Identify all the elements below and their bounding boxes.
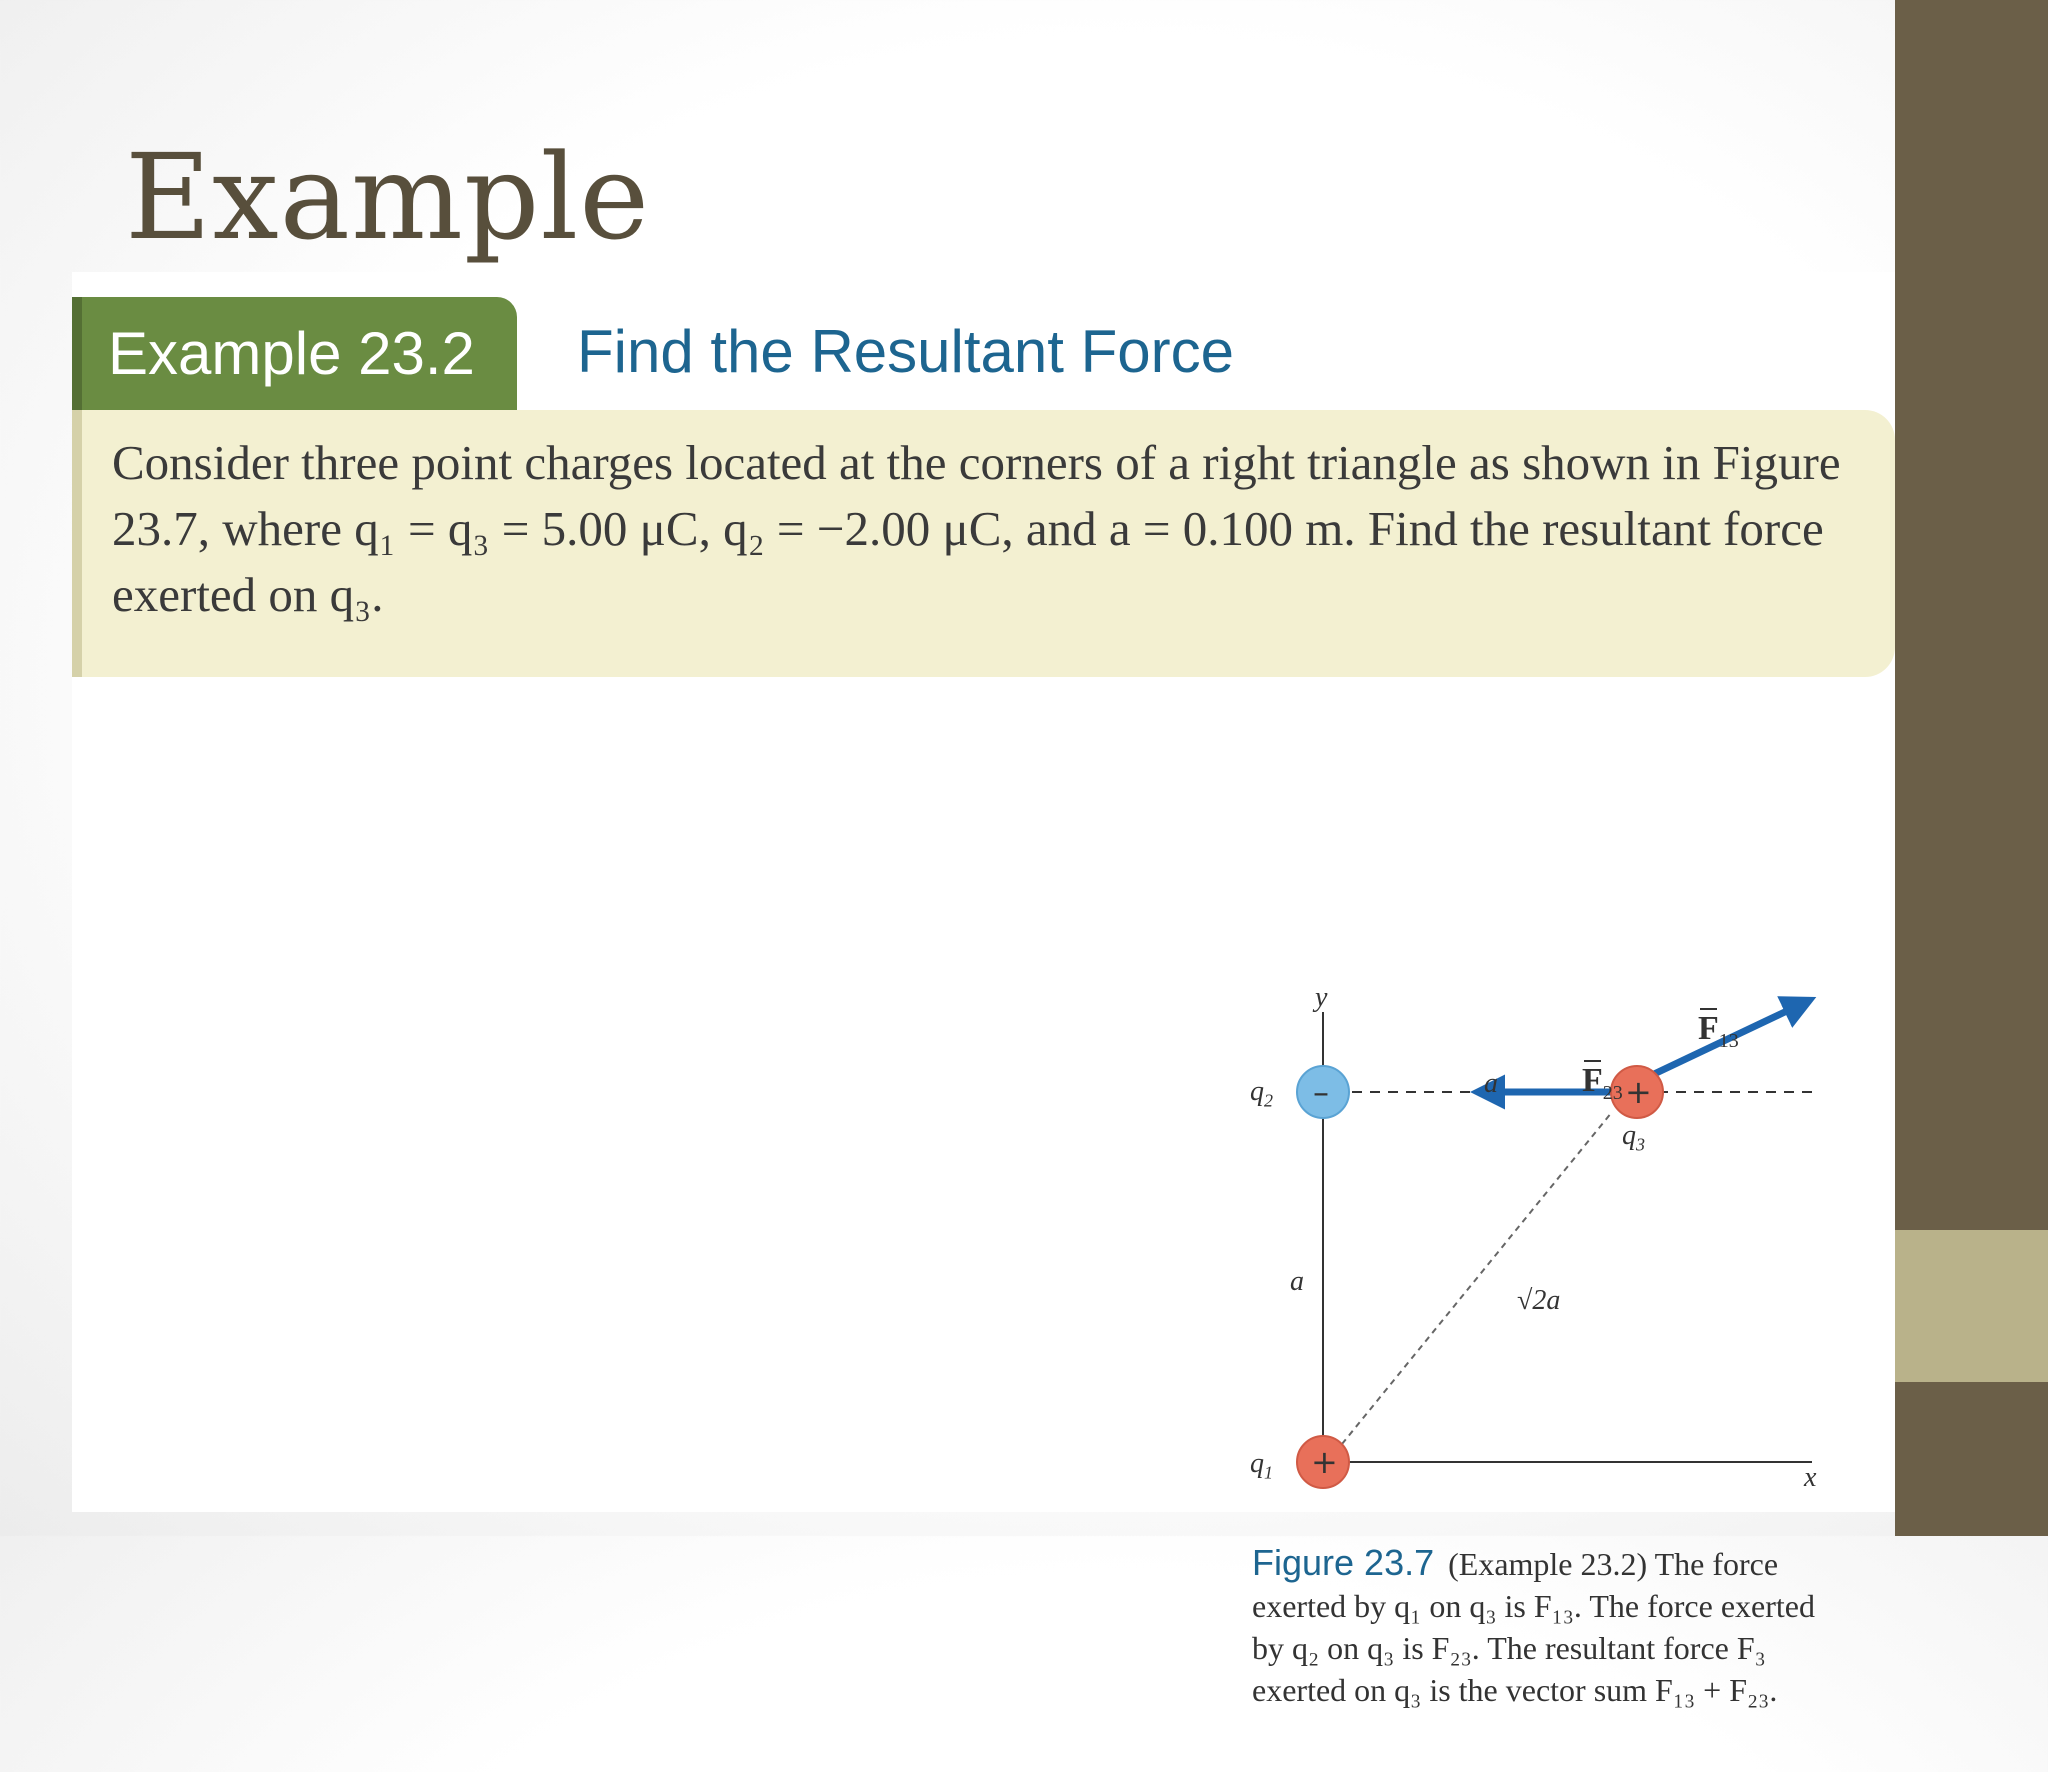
side-a-top-label: a bbox=[1484, 1068, 1498, 1099]
f13-label: $F_{13}$ bbox=[1698, 1010, 1739, 1052]
f23-label: $F_{23}$ bbox=[1582, 1062, 1623, 1104]
caption-text: (Example 23.2) The force exerted by q₁ on q₃ is F₁₃. The force exerted by q₂ on q₃ is F₂₃. The resultant force F₃ exerted on q₃ is the vector sum F₁₃ + F₂₃. bbox=[1252, 1546, 1815, 1708]
x-axis-label: x bbox=[1804, 1462, 1817, 1493]
example-heading: Find the Resultant Force bbox=[577, 318, 1234, 385]
figure-number: Figure 23.7 bbox=[1252, 1542, 1435, 1583]
problem-text: Consider three point charges located at the corners of a right triangle as shown in Figure 23.7, where q₁ = q₃ = 5.00 μC, q₂ = −2.00 μC, and a = 0.100 m. Find the resultant force exerted on q₃. bbox=[112, 435, 1841, 622]
slide-title: Example bbox=[125, 128, 651, 266]
problem-box bbox=[72, 410, 1895, 677]
side-accent-block bbox=[1895, 1230, 2048, 1382]
example-tab-label: Example 23.2 bbox=[108, 320, 475, 387]
example-panel bbox=[72, 272, 1895, 1708]
q1-label: $q_1$ bbox=[1250, 1448, 1273, 1483]
side-a-left-label: a bbox=[1290, 1266, 1304, 1297]
q2-sign: – bbox=[1313, 1073, 1329, 1111]
figure-23-7 bbox=[1212, 972, 1866, 1772]
q3-sign: + bbox=[1625, 1073, 1652, 1111]
dashed-diagonal bbox=[1342, 1112, 1612, 1444]
figure-caption bbox=[1252, 1542, 1852, 1711]
q2-label: $q_2$ bbox=[1250, 1076, 1273, 1111]
q3-label: $q_3$ bbox=[1622, 1120, 1645, 1155]
diagonal-label: √2a bbox=[1517, 1285, 1561, 1316]
q1-sign: + bbox=[1311, 1443, 1338, 1481]
example-tab bbox=[72, 297, 517, 410]
y-axis-label: y bbox=[1315, 982, 1328, 1013]
